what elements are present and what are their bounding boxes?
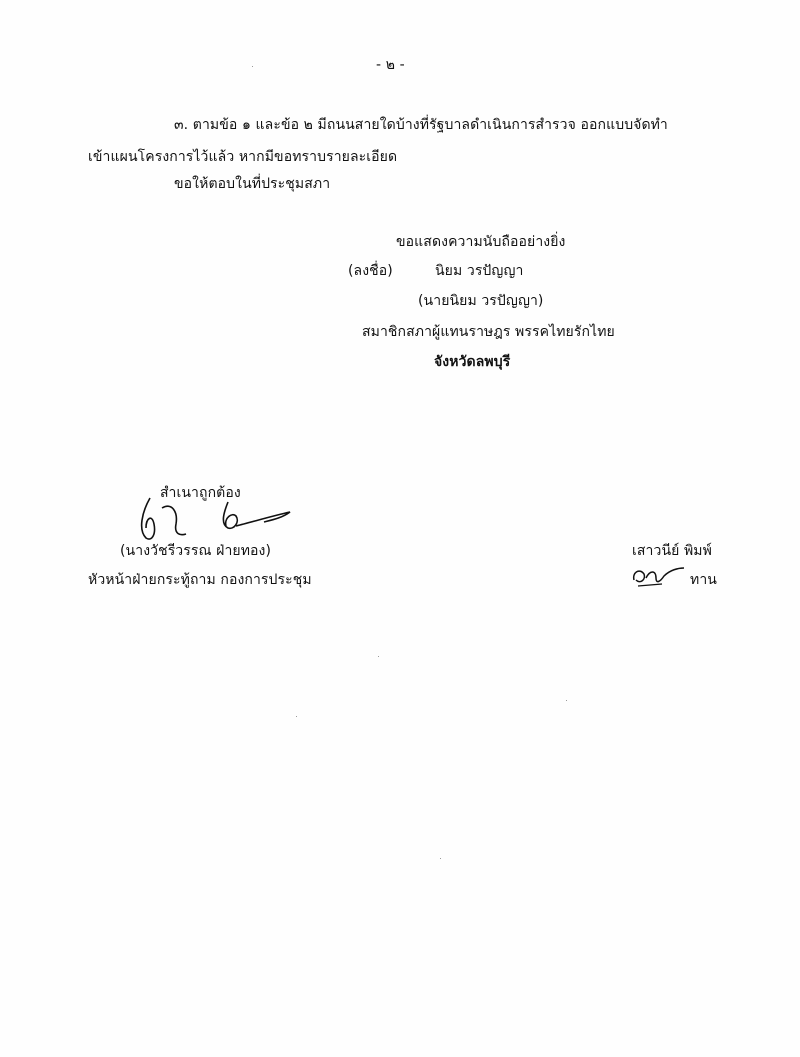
scan-speck — [296, 716, 297, 717]
province: จังหวัดลพบุรี — [434, 354, 511, 370]
scan-speck — [252, 66, 253, 67]
certifier-name: (นางวัชรีวรรณ ฝ่ายทอง) — [120, 543, 272, 559]
scan-speck — [378, 656, 379, 657]
scan-speck — [440, 858, 441, 859]
scan-speck — [566, 700, 567, 701]
checked-by: ทาน — [690, 572, 717, 588]
request-line: ขอให้ตอบในที่ประชุมสภา — [174, 176, 331, 192]
member-position: สมาชิกสภาผู้แทนราษฎร พรรคไทยรักไทย — [362, 324, 615, 340]
page-number: - ๒ - — [376, 57, 405, 73]
item-3-line-2: เข้าแผนโครงการไว้แล้ว หากมีขอทราบรายละเอียด — [88, 149, 398, 165]
signed-name: นิยม วรปัญญา — [435, 263, 524, 279]
certifier-title: หัวหน้าฝ่ายกระทู้ถาม กองการประชุม — [88, 572, 312, 588]
closing-regards: ขอแสดงความนับถืออย่างยิ่ง — [396, 234, 566, 250]
full-name: (นายนิยม วรปัญญา) — [418, 293, 544, 309]
certified-copy: สำเนาถูกต้อง — [160, 485, 241, 501]
item-3-line-1: ๓. ตามข้อ ๑ และข้อ ๒ มีถนนสายใดบ้างที่รัฐบาลดำเนินการสำรวจ ออกแบบจัดทำ — [174, 117, 668, 133]
signed-label: (ลงชื่อ) — [348, 263, 393, 279]
typed-by: เสาวนีย์ พิมพ์ — [632, 543, 712, 559]
checker-initials — [628, 562, 688, 590]
